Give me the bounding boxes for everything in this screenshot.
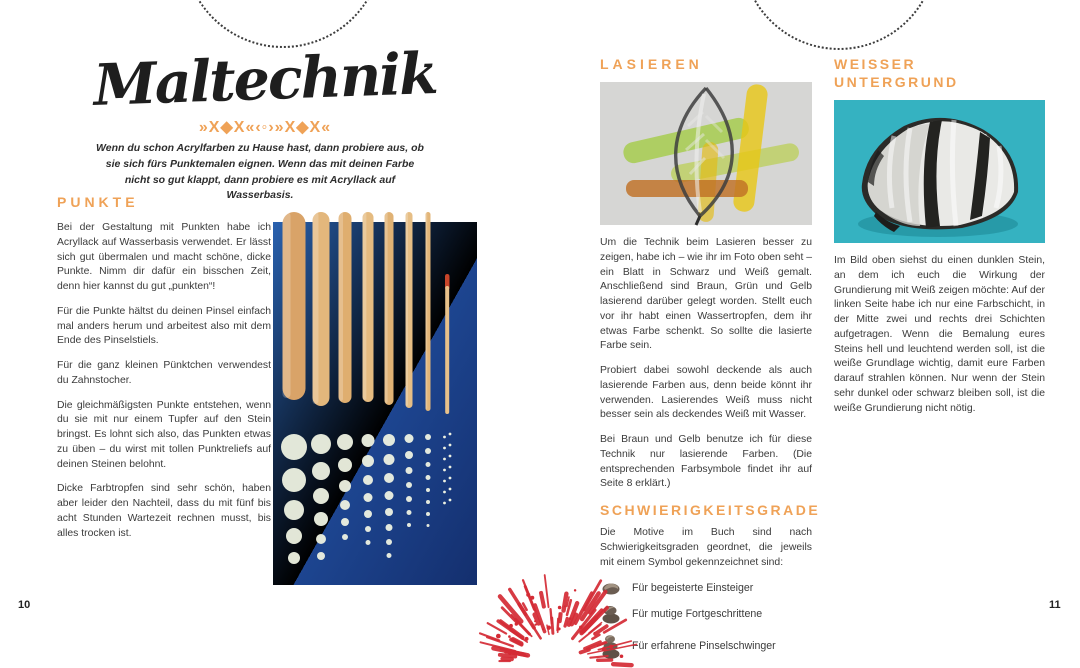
punkte-heading: PUNKTE	[57, 194, 139, 210]
dotted-circle-decoration-left	[183, 0, 383, 48]
lasieren-paragraph: Probiert dabei sowohl deckende als auch lasierende Farben aus, denn beide könnt ihr verwenden. Lasierendes Weiß muss nicht besser sein als deckendes Weiß mit Wasser.	[600, 364, 812, 423]
schwierigkeitsgrade-intro: Die Motive im Buch sind nach Schwierigkeitsgraden geordnet, die jeweils mit einem Symbol gekennzeichnet sind:	[600, 526, 812, 570]
lasieren-paragraph: Bei Braun und Gelb benutze ich für diese Technik nur lasierende Farben. (Die entsprechenden Farbsymbole findet ihr auf Seite 8 erklärt.)	[600, 433, 812, 492]
weisser-untergrund-text	[834, 254, 1045, 416]
lasieren-paragraph: Um die Technik beim Lasieren besser zu zeigen, habe ich – wie ihr im Foto oben seht – ein Blatt in Schwarz und Weiß gemalt. Anschließend sind Braun, Grün und Gelb lasierend darüber gelegt worden. Stellt euch vor ihr habt einen Wassertropfen, dem ihr etwas Farbe schenkt. So sollte die lasierte Farbe sein.	[600, 236, 812, 354]
primed-stone-photo	[834, 100, 1045, 243]
punkte-text-column	[57, 221, 271, 552]
leaf-glaze-photo	[600, 82, 812, 225]
weisser-untergrund-column	[834, 56, 1045, 426]
difficulty-label: Für begeisterte Einsteiger	[632, 582, 753, 594]
weisser-untergrund-paragraph: Im Bild oben siehst du einen dunklen Stein, an dem ich euch die Wirkung der Grundierung mit Weiß zeigen möchte: Auf der linken Seite habe ich nur eine Farbschicht, in der Mitte zwei und rechts drei Schichten aufgetragen. Wenn die Bemalung eures Steins hell und leuchtend werden soll, ist die weiße Grundlage wichtig, damit eure Farben darauf strahlen können. Nur wenn der Stein sehr dunkel oder schwarz bleiben soll, ist die weiße Grundierung nicht nötig.	[834, 254, 1045, 416]
page-number-right: 11	[1049, 599, 1061, 611]
punkte-paragraph: Dicke Farbtropfen sind sehr schön, haben aber leider den Nachteil, dass du mit fünf bis acht Stunden Wartezeit rechnen musst, bis alles trocken ist.	[57, 482, 271, 541]
difficulty-label: Für erfahrene Pinselschwinger	[632, 640, 776, 652]
intro-text: Wenn du schon Acrylfarben zu Hause hast, dann probiere aus, ob sie sich fürs Punktemalen eignen. Wenn das mit deinen Farbe nicht so gut klappt, dann probiere es mit Acryllack auf Wasserbasis.	[95, 141, 425, 204]
punkte-paragraph: Für die ganz kleinen Pünktchen verwendest du Zahnstocher.	[57, 359, 271, 389]
tribal-ornament: »X◆X«‹◦›»X◆X«	[88, 117, 442, 137]
weisser-untergrund-heading: WEISSER UNTERGRUND	[834, 56, 959, 90]
red-paint-splatter	[425, 553, 685, 635]
schwierigkeitsgrade-heading: SCHWIERIGKEITSGRADE	[600, 502, 812, 518]
difficulty-label: Für mutige Fortgeschrittene	[632, 608, 762, 620]
punkte-paragraph: Bei der Gestaltung mit Punkten habe ich Acryllack auf Wasserbasis verwendet. Er lässt sich gut übermalen und macht schöne, dicke Punkte. Nimm dir dafür ein bisschen Zeit, denn hier kannst du gut „punkten“!	[57, 221, 271, 295]
punkte-paragraph: Für die Punkte hältst du deinen Pinsel einfach mal anders herum und arbeitest also mit dem Ende des Pinselstiels.	[57, 305, 271, 349]
dotted-circle-decoration-right	[741, 0, 937, 50]
page-title: Maltechnik	[87, 40, 443, 119]
lasieren-heading: LASIEREN	[600, 56, 703, 72]
punkte-paragraph: Die gleichmäßigsten Punkte entstehen, wenn du sie mit nur einem Tupfer auf den Stein bringst. Es lohnt sich also, das Punkten etwas zu üben – du wirst mit tollen Punktreliefs auf deinen Steinen belohnt.	[57, 399, 271, 473]
brushes-dots-photo	[273, 222, 477, 585]
lasieren-text	[600, 236, 812, 492]
page-number-left: 10	[18, 599, 30, 611]
